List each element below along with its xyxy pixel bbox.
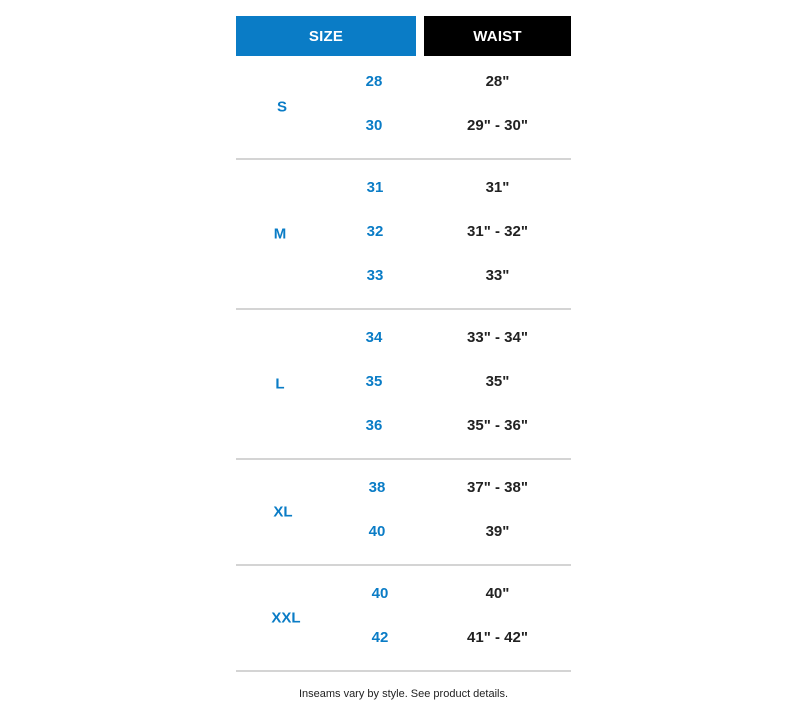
- waist-value: 41" - 42": [467, 629, 528, 646]
- size-group-body: [236, 56, 571, 158]
- size-group-l: [236, 310, 571, 460]
- size-row: [236, 166, 571, 210]
- footer-note: Inseams vary by style. See product details.: [298, 688, 509, 700]
- size-group-body: [236, 566, 571, 670]
- size-label: XXL: [271, 609, 301, 627]
- size-column-header: SIZE: [236, 16, 416, 56]
- waist-value: 28": [485, 73, 510, 90]
- waist-value: 31": [485, 179, 510, 196]
- size-label: L: [275, 375, 285, 393]
- size-group-m: [236, 160, 571, 310]
- size-number: 33: [366, 267, 384, 284]
- size-group-xxl: [236, 566, 571, 672]
- waist-value: 39": [485, 523, 510, 540]
- size-number: 36: [365, 417, 383, 434]
- size-groups: [236, 56, 571, 672]
- size-number: 32: [366, 223, 384, 240]
- size-label: XL: [273, 503, 293, 521]
- size-group-s: [236, 56, 571, 160]
- size-number: 40: [368, 523, 386, 540]
- size-label: M: [273, 225, 287, 243]
- size-row: [236, 466, 571, 510]
- size-row: [236, 360, 571, 404]
- waist-value: 40": [485, 585, 510, 602]
- size-row: [236, 510, 571, 554]
- size-row: [236, 616, 571, 660]
- size-number: 42: [371, 629, 389, 646]
- size-group-body: [236, 160, 571, 308]
- size-number: 40: [371, 585, 389, 602]
- size-row: [236, 104, 571, 148]
- size-row: [236, 404, 571, 448]
- size-number: 38: [368, 479, 386, 496]
- size-number: 35: [365, 373, 383, 390]
- size-row: [236, 60, 571, 104]
- size-number: 34: [365, 329, 383, 346]
- size-number: 30: [365, 117, 383, 134]
- waist-value: 35" - 36": [467, 417, 528, 434]
- size-group-body: [236, 460, 571, 564]
- size-row: [236, 210, 571, 254]
- size-row: [236, 254, 571, 298]
- size-number: 28: [365, 73, 383, 90]
- waist-value: 37" - 38": [467, 479, 528, 496]
- size-chart-header: [236, 16, 571, 56]
- waist-value: 33" - 34": [467, 329, 528, 346]
- waist-value: 35": [485, 373, 510, 390]
- waist-column-header: WAIST: [424, 16, 571, 56]
- size-chart: [236, 16, 571, 672]
- size-group-xl: [236, 460, 571, 566]
- size-group-body: [236, 310, 571, 458]
- size-row: [236, 316, 571, 360]
- size-number: 31: [366, 179, 384, 196]
- size-row: [236, 572, 571, 616]
- waist-value: 33": [485, 267, 510, 284]
- waist-value: 29" - 30": [467, 117, 528, 134]
- size-label: S: [276, 98, 287, 116]
- waist-value: 31" - 32": [467, 223, 528, 240]
